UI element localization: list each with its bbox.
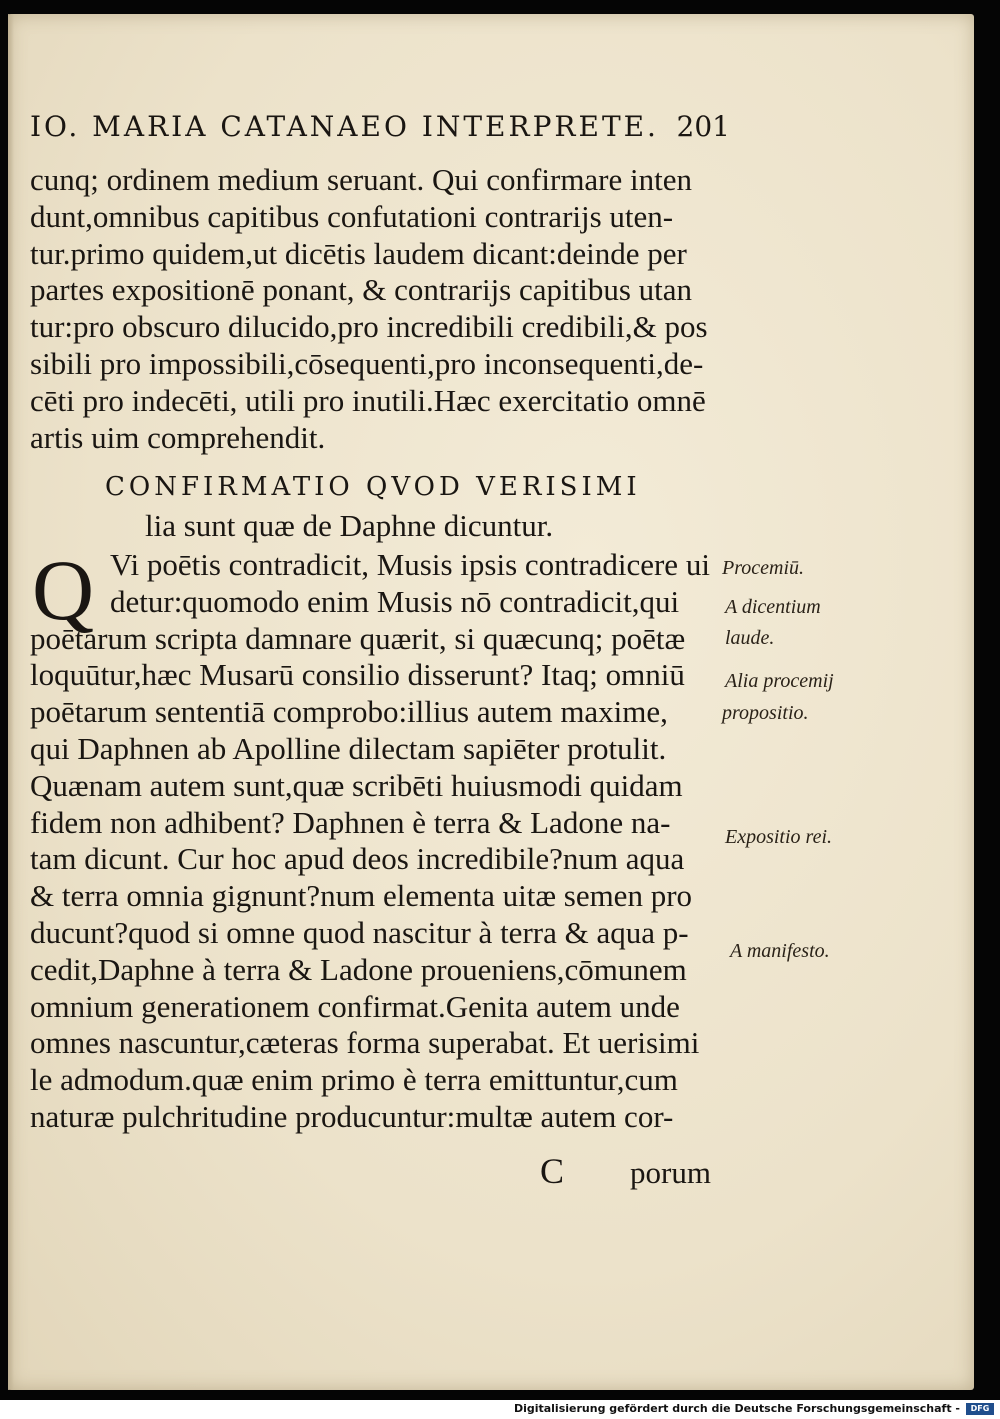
text-line: poētarum scripta damnare quærit, si quæcunq; poētæ — [30, 620, 686, 656]
text-line: cunq; ordinem medium seruant. Qui confirmare inten — [30, 162, 693, 197]
text-line: partes expositionē ponant, & contrarijs capitibus utan — [30, 272, 693, 308]
text-line: qui Daphnen ab Apolline dilectam sapiēter protulit. — [30, 730, 667, 766]
dfg-logo-icon: DFG — [966, 1403, 994, 1415]
section-heading-continued: lia sunt quæ de Daphne dicuntur. — [145, 508, 554, 543]
text-line: tur.primo quidem,ut dicētis laudem dicant:deinde per — [30, 235, 687, 271]
text-line: detur:quomodo enim Musis nō contradicit,qui — [110, 583, 680, 619]
text-line: poētarum sententiā comprobo:illius autem maxime, — [30, 694, 668, 730]
footer-bar — [0, 1400, 1000, 1419]
page-number: 201 — [676, 110, 730, 143]
text-line: Quænam autem sunt,quæ scribēti huiusmodi quidam — [30, 767, 683, 803]
text-line: omnium generationem confirmat.Genita autem unde — [30, 988, 680, 1024]
paragraph-2 — [30, 542, 720, 1136]
paragraph-1 — [30, 162, 730, 456]
margin-note-propositio: propositio. — [722, 702, 809, 724]
text-line: tam dicunt. Cur hoc apud deos incredibile?num aqua — [30, 841, 685, 877]
signature-mark: C — [540, 1151, 565, 1191]
drop-cap: Q — [32, 542, 95, 638]
margin-note-prooemium: Procemiū. — [722, 557, 805, 579]
margin-note-alia-prooemij: Alia procemij — [725, 670, 834, 692]
text-line: ducunt?quod si omne quod nascitur à terra & aqua p- — [30, 914, 689, 950]
text-line: sibili pro impossibili,cōsequenti,pro inconsequenti,de- — [30, 345, 704, 381]
page-header — [30, 110, 730, 150]
text-line: fidem non adhibent? Daphnen è terra & Ladone na- — [30, 804, 671, 840]
funding-credit: Digitalisierung gefördert durch die Deutsche Forschungsgemeinschaft - — [513, 1402, 960, 1415]
margin-note-a-manifesto: A manifesto. — [730, 940, 830, 962]
section-heading: CONFIRMATIO QVOD VERISIMI — [105, 472, 641, 502]
text-line: & terra omnia gignunt?num elementa uitæ semen pro — [30, 878, 693, 914]
text-line: Vi poētis contradicit, Musis ipsis contradicere ui — [110, 547, 710, 582]
margin-note-laude: laude. — [725, 627, 775, 649]
text-line: le admodum.quæ enim primo è terra emittuntur,cum — [30, 1062, 678, 1098]
text-line: artis uim comprehendit. — [30, 419, 326, 455]
text-line: cedit,Daphne à terra & Ladone proueniens,cōmunem — [30, 951, 687, 987]
text-line: loquūtur,hæc Musarū consilio disserunt? Itaq; omniū — [30, 657, 685, 693]
running-title: IO. MARIA CATANAEO INTERPRETE. — [30, 110, 659, 143]
margin-note-a-dicentium: A dicentium — [725, 596, 821, 618]
text-line: naturæ pulchritudine producuntur:multæ autem cor- — [30, 1098, 674, 1134]
catchword: porum — [630, 1155, 711, 1190]
text-line: cēti pro indecēti, utili pro inutili.Hæc exercitatio omnē — [30, 382, 706, 418]
text-line: dunt,omnibus capitibus confutationi contrarijs uten- — [30, 198, 674, 234]
text-line: omnes nascuntur,cæteras forma superabat. Et uerisimi — [30, 1025, 700, 1061]
text-line: tur:pro obscuro dilucido,pro incredibili credibili,& pos — [30, 309, 708, 345]
margin-note-expositio-rei: Expositio rei. — [725, 826, 833, 848]
